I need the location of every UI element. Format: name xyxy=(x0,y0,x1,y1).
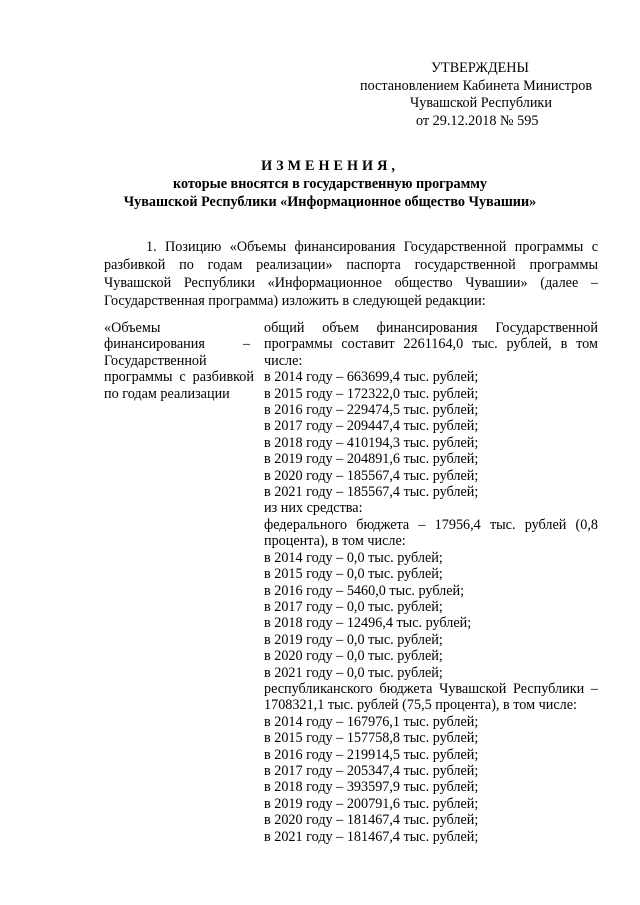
approved-title: УТВЕРЖДЕНЫ xyxy=(431,60,529,76)
total-years-list xyxy=(264,369,598,500)
republic-years-list xyxy=(264,714,598,845)
total-financing-text: общий объем финансирования Государственной программы составит 2261164,0 тыс. рублей, в том числе: xyxy=(264,320,598,369)
federal-year-line: в 2018 году – 12496,4 тыс. рублей; xyxy=(264,615,472,632)
total-year-line: в 2015 году – 172322,0 тыс. рублей; xyxy=(264,385,479,402)
intro-paragraph xyxy=(104,238,598,310)
total-year-line: в 2020 году – 185567,4 тыс. рублей; xyxy=(264,467,479,484)
approved-line-2: Чувашской Республики xyxy=(410,95,552,111)
federal-year-line: в 2019 году – 0,0 тыс. рублей; xyxy=(264,631,443,648)
total-year-line: в 2016 году – 229474,5 тыс. рублей; xyxy=(264,402,479,419)
total-year-line: в 2021 году – 185567,4 тыс. рублей; xyxy=(264,484,479,501)
federal-budget-text: федерального бюджета – 17956,4 тыс. рублей (0,8 процента), в том числе: xyxy=(264,516,598,550)
approved-line-1: постановлением Кабинета Министров xyxy=(360,77,593,94)
republic-budget-text: республиканского бюджета Чувашской Республики – 1708321,1 тыс. рублей (75,5 процента), в том числе: xyxy=(264,680,598,714)
republic-year-line: в 2014 году – 167976,1 тыс. рублей; xyxy=(264,713,479,730)
document-title: ИЗМЕНЕНИЯ, xyxy=(261,158,399,174)
approval-stamp xyxy=(360,60,620,130)
sources-label: из них средства: xyxy=(264,500,363,517)
total-year-line: в 2014 году – 663699,4 тыс. рублей; xyxy=(264,369,479,386)
federal-year-line: в 2015 году – 0,0 тыс. рублей; xyxy=(264,566,443,583)
document-subtitle-2: Чувашской Республики «Информационное общество Чувашии» xyxy=(123,194,537,210)
total-year-line: в 2019 году – 204891,6 тыс. рублей; xyxy=(264,451,479,468)
republic-year-line: в 2020 году – 181467,4 тыс. рублей; xyxy=(264,812,479,829)
federal-year-line: в 2014 году – 0,0 тыс. рублей; xyxy=(264,549,443,566)
republic-year-line: в 2015 году – 157758,8 тыс. рублей; xyxy=(264,730,479,747)
republic-year-line: в 2019 году – 200791,6 тыс. рублей; xyxy=(264,795,479,812)
republic-year-line: в 2018 году – 393597,9 тыс. рублей; xyxy=(264,779,479,796)
financing-label: «Объемы финансирования Государственной программы с разбивкой по годам реализации xyxy=(104,320,254,402)
financing-details xyxy=(264,320,598,845)
republic-year-line: в 2016 году – 219914,5 тыс. рублей; xyxy=(264,746,479,763)
federal-year-line: в 2017 году – 0,0 тыс. рублей; xyxy=(264,598,443,615)
document-subtitle-1: которые вносятся в государственную программу xyxy=(172,176,488,192)
approved-line-3: от 29.12.2018 № 595 xyxy=(416,112,539,129)
intro-text: 1. Позицию «Объемы финансирования Государственной программы с разбивкой по годам реализации» паспорта государственной программы Чувашской Республики «Информационное общество Чувашии» (далее – Государственная программа) изложить в следующей редакции: xyxy=(104,239,598,310)
federal-year-line: в 2021 году – 0,0 тыс. рублей; xyxy=(264,664,443,681)
federal-year-line: в 2020 году – 0,0 тыс. рублей; xyxy=(264,648,443,665)
total-year-line: в 2018 году – 410194,3 тыс. рублей; xyxy=(264,434,479,451)
federal-year-line: в 2016 году – 5460,0 тыс. рублей; xyxy=(264,582,465,599)
label-dash: – xyxy=(243,336,251,352)
republic-year-line: в 2017 году – 205347,4 тыс. рублей; xyxy=(264,762,479,779)
federal-years-list xyxy=(264,550,598,681)
total-year-line: в 2017 году – 209447,4 тыс. рублей; xyxy=(264,418,479,435)
republic-year-line: в 2021 году – 181467,4 тыс. рублей; xyxy=(264,828,479,845)
